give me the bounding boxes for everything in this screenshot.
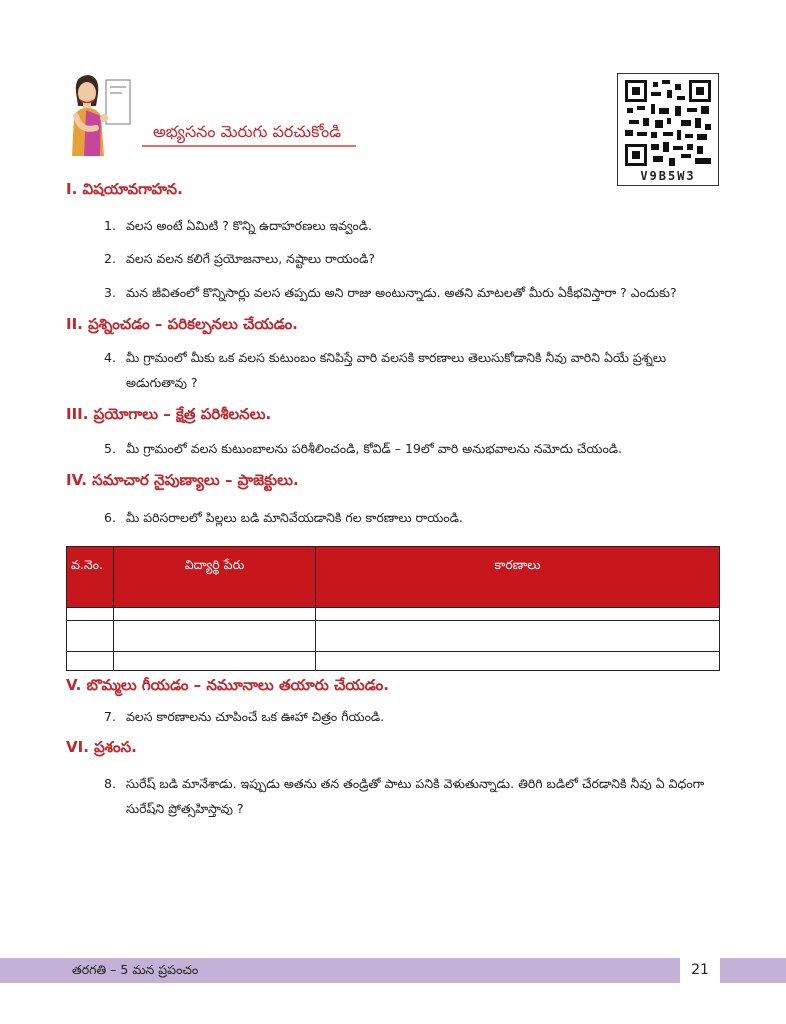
question-item-4 [104,345,724,395]
question-text: వలస కారణాలను చూపించే ఒక ఊహా చిత్రం గీయండి. [126,709,385,724]
question-text: వలస అంటే ఏమిటి ? కొన్ని ఉదాహరణలు ఇవ్వండి. [126,218,372,233]
table-header-row [67,547,720,608]
table-row [67,652,720,671]
banner-title: అభ్యసనం మెరుగు పరచుకోండి [153,122,342,141]
table-cell[interactable] [67,652,114,671]
question-item-1 [104,213,724,238]
page-number: 21 [680,956,720,985]
question-number: 3. [104,285,116,300]
question-item-5 [104,436,724,461]
question-text: వలస వలన కలిగే ప్రయోజనాలు, నష్టాలు రాయండి? [126,251,376,266]
question-item-8 [104,771,724,821]
qr-code-box [617,73,719,186]
question-item-6 [104,505,724,530]
table-row [67,608,720,621]
section-heading-1: I. విషయావగాహన. [66,180,183,198]
table-cell[interactable] [67,608,114,621]
reasons-table [66,546,720,671]
table-cell[interactable] [316,608,720,621]
page-footer [0,958,786,983]
question-text: మీ గ్రామంలో మీకు ఒక వలస కుటుంబం కనిపిస్తే వారి వలసకి కారణాలు తెలుసుకోడానికి నీవు వారిని ఏయే ప్రశ్నలు అడుగుతావు ? [126,350,667,390]
table-cell[interactable] [316,621,720,652]
question-number: 2. [104,251,116,266]
teacher-illustration [66,72,138,156]
question-number: 1. [104,218,116,233]
footer-class-subject: తరగతి – 5 మన ప్రపంచం [72,962,199,977]
question-item-2 [104,246,724,271]
section-heading-6: VI. ప్రశంస. [66,738,137,756]
question-text: మీ పరిసరాలలో పిల్లలు బడి మానివేయడానికి గల కారణాలు రాయండి. [126,510,463,525]
column-header-serial: వ.నెం. [67,547,114,608]
table-cell[interactable] [316,652,720,671]
question-number: 4. [104,350,116,365]
question-text: సురేష్ బడి మానేశాడు. ఇప్పుడు అతను తన తండ్రితో పాటు పనికి వెళుతున్నాడు. తిరిగి బడిలో చేరడానికి నీవు ఏ విధంగా సురేష్‌ని ప్రోత్సహిస్తావు ? [126,776,705,816]
column-header-reasons: కారణాలు [316,547,720,608]
table-cell[interactable] [114,652,316,671]
question-number: 6. [104,510,116,525]
qr-code-label: V9B5W3 [640,169,696,183]
section-heading-2: II. ప్రశ్నించడం – పరికల్పనలు చేయడం. [66,315,298,333]
section-heading-4: IV. సమాచార నైపుణ్యాలు – ప్రాజెక్టులు. [66,471,299,489]
question-text: మన జీవితంలో కొన్నిసార్లు వలస తప్పదు అని రాజు అంటున్నాడు. అతని మాటలతో మీరు ఏకీభవిస్తారా ? ఎందుకు? [126,285,677,300]
qr-code-icon [625,80,711,166]
question-number: 7. [104,709,116,724]
table-cell[interactable] [114,621,316,652]
question-number: 5. [104,441,116,456]
table-cell[interactable] [114,608,316,621]
table-cell[interactable] [67,621,114,652]
section-heading-5: V. బొమ్మలు గీయడం – నమూనాలు తయారు చేయడం. [66,676,389,694]
banner-underline [142,145,356,147]
question-number: 8. [104,776,116,791]
question-text: మీ గ్రామంలో వలస కుటుంబాలను పరిశీలించండి, కోవిడ్ – 19లో వారి అనుభవాలను నమోదు చేయండి. [126,441,623,456]
column-header-student-name: విద్యార్థి పేరు [114,547,316,608]
section-heading-3: III. ప్రయోగాలు – క్షేత్ర పరిశీలనలు. [66,405,272,423]
question-item-7 [104,704,724,729]
table-row [67,621,720,652]
question-item-3 [104,280,724,305]
